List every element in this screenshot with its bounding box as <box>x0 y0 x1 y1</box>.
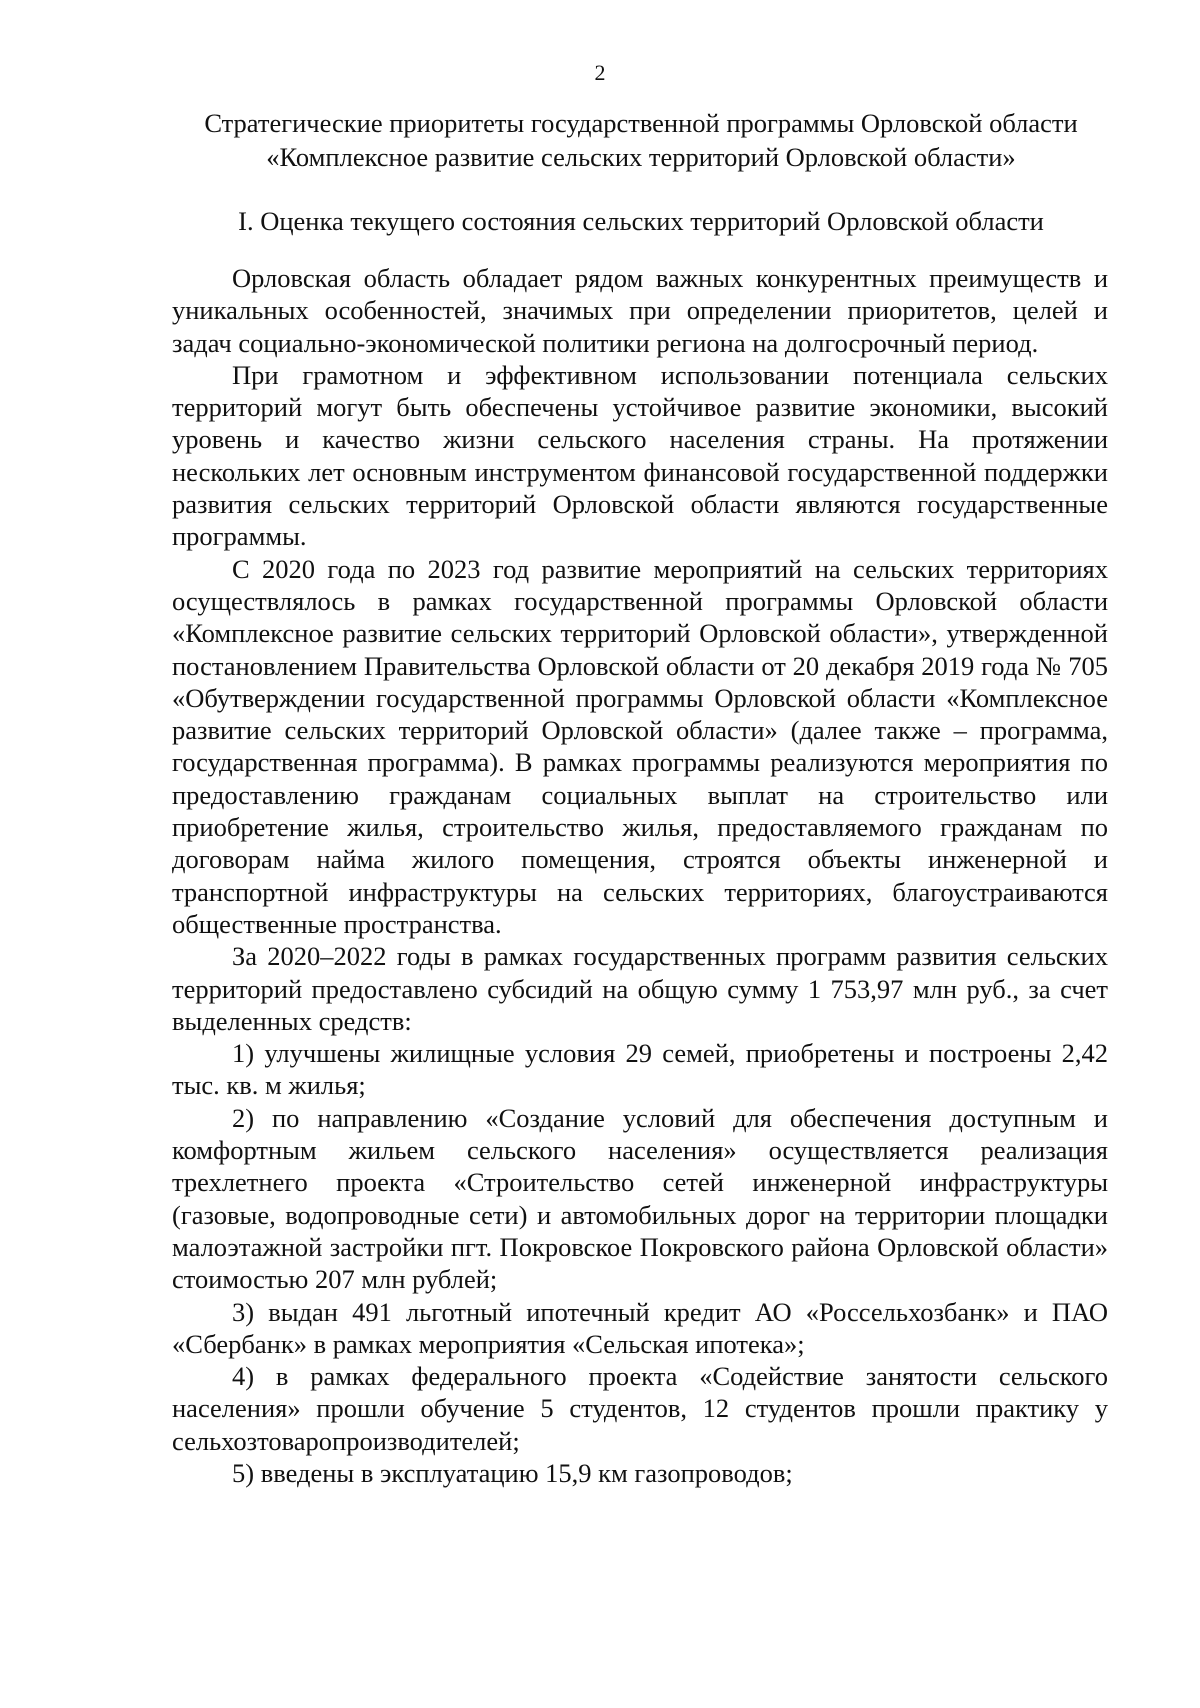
section-heading: I. Оценка текущего состояния сельских территорий Орловской области <box>238 206 1044 236</box>
list-item: 1) улучшены жилищные условия 29 семей, приобретены и построены 2,42 тыс. кв. м жилья; <box>172 1038 1108 1101</box>
list-item: 5) введены в эксплуатацию 15,9 км газопроводов; <box>232 1457 793 1488</box>
title-line: Стратегические приоритеты государственной программы Орловской области <box>204 108 1078 138</box>
paragraph: За 2020–2022 годы в рамках государственных программ развития сельских территорий предоставлено субсидий на общую сумму 1 753,97 млн руб., за счет выделенных средств: <box>172 941 1108 1036</box>
paragraph: При грамотном и эффективном использовании потенциала сельских территорий могут быть обеспечены устойчивое развитие экономики, высокий уровень и качество жизни сельского населения страны. На протяжении нескольких лет основным инструментом финансовой государственной поддержки развития сельских территорий Орловской области являются государственные программы. <box>172 359 1108 552</box>
list-item: 2) по направлению «Создание условий для обеспечения доступным и комфортным жильем сельского населения» осуществляется реализация трехлетнего проекта «Строительство сетей инженерной инфраструктуры (газовые, водопроводные сети) и автомобильных дорог на территории площадки малоэтажной застройки пгт. Покровское Покровского района Орловской области» стоимостью 207 млн рублей; <box>172 1102 1108 1295</box>
paragraph: Орловская область обладает рядом важных конкурентных преимуществ и уникальных особенностей, значимых при определении приоритетов, целей и задач социально-экономической политики региона на долгосрочный период. <box>172 263 1108 358</box>
document-title <box>160 106 1122 174</box>
paragraph: С 2020 года по 2023 год развитие мероприятий на сельских территориях осуществлялось в рамках государственной программы Орловской области «Комплексное развитие сельских территорий Орловской области», утвержденной постановлением Правительства Орловской области от 20 декабря 2019 года № 705 «Обутверждении государственной программы Орловской области «Комплексное развитие сельских территорий Орловской области» (далее также – программа, государственная программа). В рамках программы реализуются мероприятия по предоставлению гражданам социальных выплат на строительство или приобретение жилья, строительство жилья, предоставляемого гражданам по договорам найма жилого помещения, строятся объекты инженерной и транспортной инфраструктуры на сельских территориях, благоустраиваются общественные пространства. <box>172 553 1108 939</box>
document-body <box>172 262 1108 1489</box>
list-item: 4) в рамках федерального проекта «Содействие занятости сельского населения» прошли обучение 5 студентов, 12 студентов прошли практику у сельхозтоваропроизводителей; <box>172 1361 1108 1456</box>
title-line: «Комплексное развитие сельских территорий Орловской области» <box>266 142 1016 172</box>
list-item: 3) выдан 491 льготный ипотечный кредит АО «Россельхозбанк» и ПАО «Сбербанк» в рамках мероприятия «Сельская ипотека»; <box>172 1296 1108 1359</box>
page-number: 2 <box>594 60 606 85</box>
